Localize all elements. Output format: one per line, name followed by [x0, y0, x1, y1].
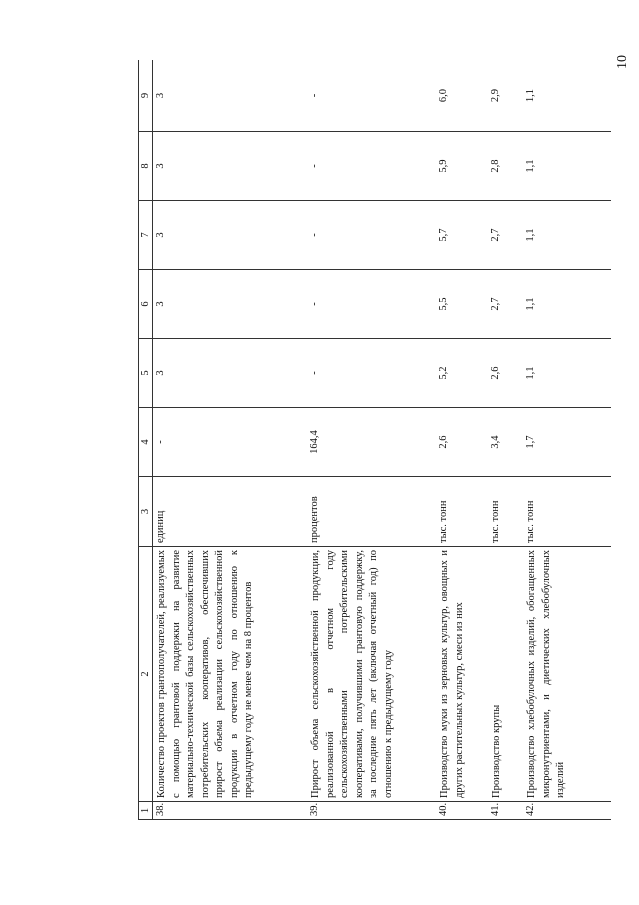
row-value: -: [307, 201, 436, 270]
rotated-table: [138, 60, 628, 820]
table-row: [488, 60, 523, 820]
row-value: 3,4: [488, 408, 523, 477]
header-col-1: 1: [139, 802, 153, 820]
row-unit: тыс. тонн: [488, 477, 523, 547]
row-value: 3: [153, 339, 308, 408]
row-name: Прирост объема сельскохозяйственной продукции, реализованной в отчетном году сельскохозяйственными потребительскими кооперативами, получившими грантовую поддержку, за последние пять лет (включая отчетный год) по отношению к предыдущему году: [307, 547, 436, 802]
row-value: 5,9: [436, 132, 488, 201]
indicator-table: [138, 60, 611, 820]
row-value: 2,6: [436, 408, 488, 477]
row-index: 38.: [153, 802, 308, 820]
row-value: 3: [153, 132, 308, 201]
row-value: 1,1: [523, 132, 611, 201]
header-col-7: 7: [139, 201, 153, 270]
row-value: -: [307, 132, 436, 201]
row-value: 3: [153, 60, 308, 132]
row-index: 42.: [523, 802, 611, 820]
row-value: 1,1: [523, 339, 611, 408]
table-row: [307, 60, 436, 820]
row-value: 6,0: [436, 60, 488, 132]
row-value: 5,5: [436, 270, 488, 339]
row-name: Производство муки из зерновых культур, овощных и других растительных культур, смеси из них: [436, 547, 488, 802]
row-value: 3: [153, 270, 308, 339]
table-header-row: [139, 60, 153, 820]
row-unit: тыс. тонн: [523, 477, 611, 547]
row-value: 5,7: [436, 201, 488, 270]
header-col-5: 5: [139, 339, 153, 408]
row-value: 2,8: [488, 132, 523, 201]
row-unit: тыс. тонн: [436, 477, 488, 547]
row-value: 1,1: [523, 60, 611, 132]
header-col-9: 9: [139, 60, 153, 132]
row-value: 2,7: [488, 201, 523, 270]
row-index: 39.: [307, 802, 436, 820]
row-value: 5,2: [436, 339, 488, 408]
header-col-2: 2: [139, 547, 153, 802]
row-name: Производство хлебобулочных изделий, обогащенных микронутриентами, и диетических хлебобулочных изделий: [523, 547, 611, 802]
row-value: 2,7: [488, 270, 523, 339]
header-col-8: 8: [139, 132, 153, 201]
table-container: [138, 60, 628, 820]
row-unit: процентов: [307, 477, 436, 547]
row-value: 2,9: [488, 60, 523, 132]
header-col-4: 4: [139, 408, 153, 477]
row-index: 40.: [436, 802, 488, 820]
row-value: -: [307, 270, 436, 339]
row-value: 3: [153, 201, 308, 270]
row-value: 1,7: [523, 408, 611, 477]
row-unit: единиц: [153, 477, 308, 547]
row-value: -: [307, 339, 436, 408]
header-col-3: 3: [139, 477, 153, 547]
header-col-6: 6: [139, 270, 153, 339]
row-name: Производство крупы: [488, 547, 523, 802]
row-index: 41.: [488, 802, 523, 820]
row-value: 164,4: [307, 408, 436, 477]
table-row: [436, 60, 488, 820]
table-row: [523, 60, 611, 820]
table-row: [153, 60, 308, 820]
row-name: Количество проектов грантополучателей, реализуемых с помощью грантовой поддержки на развитие материально-технической базы сельскохозяйственных потребительских кооперативов, обеспечивших прирост объема реализации сельскохозяйственной продукции в отчетном году по отношению к предыдущему году не менее чем на 8 процентов: [153, 547, 308, 802]
row-value: -: [153, 408, 308, 477]
row-value: 1,1: [523, 270, 611, 339]
page-number: 10: [615, 55, 630, 69]
row-value: -: [307, 60, 436, 132]
row-value: 2,6: [488, 339, 523, 408]
row-value: 1,1: [523, 201, 611, 270]
